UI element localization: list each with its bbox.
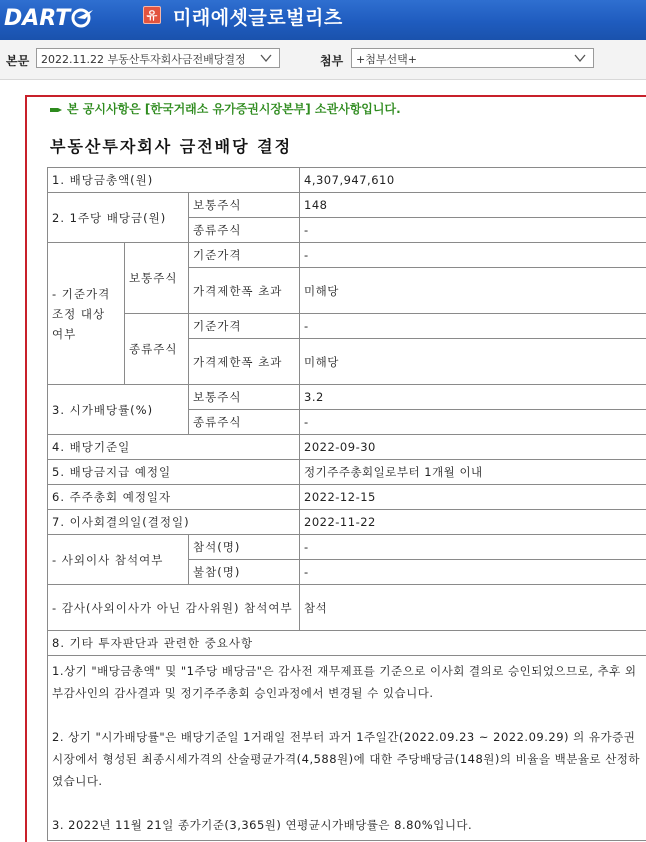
table-row: [48, 193, 646, 218]
attachment-select-value: +첨부선택+: [356, 53, 417, 66]
sub-label: 기준가격: [189, 314, 300, 339]
table-row: [48, 535, 646, 560]
chevron-down-icon: [259, 51, 273, 65]
row-value: 3.2: [300, 385, 646, 410]
row-value: -: [300, 535, 646, 560]
main-report-select-value: 2022.11.22 부동산투자회사금전배당결정: [41, 53, 246, 66]
sub-label: 가격제한폭 초과: [189, 339, 300, 385]
table-row: [48, 385, 646, 410]
table-row: [48, 656, 646, 841]
table-row: [48, 631, 646, 656]
row-value: 2022-12-15: [300, 485, 646, 510]
row-value: 2022-11-22: [300, 510, 646, 535]
row-label: 8. 기타 투자판단과 관련한 중요사항: [48, 631, 646, 656]
table-row: [48, 168, 646, 193]
row-value: -: [300, 243, 646, 268]
chevron-down-icon: [573, 51, 587, 65]
sub-label: 기준가격: [189, 243, 300, 268]
row-label: 4. 배당기준일: [48, 435, 300, 460]
sub-label: 종류주식: [125, 314, 189, 385]
row-value: 정기주주총회일로부터 1개월 이내: [300, 460, 646, 485]
sub-label: 참석(명): [189, 535, 300, 560]
table-row: [48, 314, 646, 339]
notice-text: 본 공시사항은 [한국거래소 유가증권시장본부] 소관사항입니다.: [67, 102, 401, 116]
row-value: -: [300, 410, 646, 435]
row-value: 4,307,947,610: [300, 168, 646, 193]
row-value: 참석: [300, 585, 646, 631]
main-report-label: 본문: [6, 54, 30, 68]
main-report-select[interactable]: [36, 48, 280, 68]
note-1: 1.상기 "배당금총액" 및 "1주당 배당금"은 감사전 재무제표를 기준으로 이사회 결의로 승인되었으므로, 추후 외부감사인의 감사결과 및 정기주주총회 승인과정에서 변경될 수 있습니다.: [52, 664, 637, 700]
row-value: 미해당: [300, 339, 646, 385]
row-label: 3. 시가배당률(%): [48, 385, 189, 435]
sub-label: 보통주식: [189, 385, 300, 410]
row-label: 5. 배당금지급 예정일: [48, 460, 300, 485]
sub-label: 종류주식: [189, 410, 300, 435]
row-value: 미해당: [300, 268, 646, 314]
row-label: - 사외이사 참석여부: [48, 535, 189, 585]
row-label: - 기준가격 조정 대상 여부: [48, 243, 125, 385]
row-label: 7. 이사회결의일(결정일): [48, 510, 300, 535]
document-title: 부동산투자회사 금전배당 결정: [50, 137, 293, 156]
pointing-hand-icon: [49, 104, 63, 114]
note-2: 2. 상기 "시가배당률"은 배당기준일 1거래일 전부터 과거 1주일간(2022.09.23 ~ 2022.09.29) 의 유가증권시장에서 형성된 최종시세가격의 산술평균가격(4,588원)에 대한 주당배당금(148원)의 비율을 백분율로 산정하였습니다.: [52, 730, 641, 788]
row-value: -: [300, 314, 646, 339]
sub-label: 가격제한폭 초과: [189, 268, 300, 314]
row-label: 2. 1주당 배당금(원): [48, 193, 189, 243]
attachment-select[interactable]: [351, 48, 594, 68]
table-row: [48, 585, 646, 631]
jurisdiction-notice: [49, 100, 401, 117]
disclosure-document-panel: [25, 95, 646, 842]
table-row: [48, 243, 646, 268]
sub-label: 종류주식: [189, 218, 300, 243]
notes-cell: [48, 656, 646, 841]
table-row: [48, 510, 646, 535]
company-name: 미래에셋글로벌리츠: [173, 7, 343, 29]
attachment-label: 첨부: [320, 54, 344, 68]
disclosure-table: [47, 167, 646, 841]
table-row: [48, 485, 646, 510]
row-label: - 감사(사외이사가 아닌 감사위원) 참석여부: [48, 585, 300, 631]
top-header-bar: [0, 0, 646, 40]
table-row: [48, 435, 646, 460]
document-selector-bar: [0, 40, 646, 80]
dart-logo[interactable]: [4, 5, 95, 31]
sub-label: 보통주식: [125, 243, 189, 314]
sub-label: 불참(명): [189, 560, 300, 585]
row-label: 1. 배당금총액(원): [48, 168, 300, 193]
note-3: 3. 2022년 11월 21일 종가기준(3,365원) 연평균시가배당률은 8.80%입니다.: [52, 818, 473, 832]
dart-logo-icon: [71, 6, 95, 30]
logo-text: DART: [4, 5, 71, 31]
row-label: 6. 주주총회 예정일자: [48, 485, 300, 510]
row-value: -: [300, 560, 646, 585]
table-row: [48, 460, 646, 485]
row-value: -: [300, 218, 646, 243]
row-value: 2022-09-30: [300, 435, 646, 460]
market-badge: 유: [143, 6, 161, 24]
sub-label: 보통주식: [189, 193, 300, 218]
row-value: 148: [300, 193, 646, 218]
